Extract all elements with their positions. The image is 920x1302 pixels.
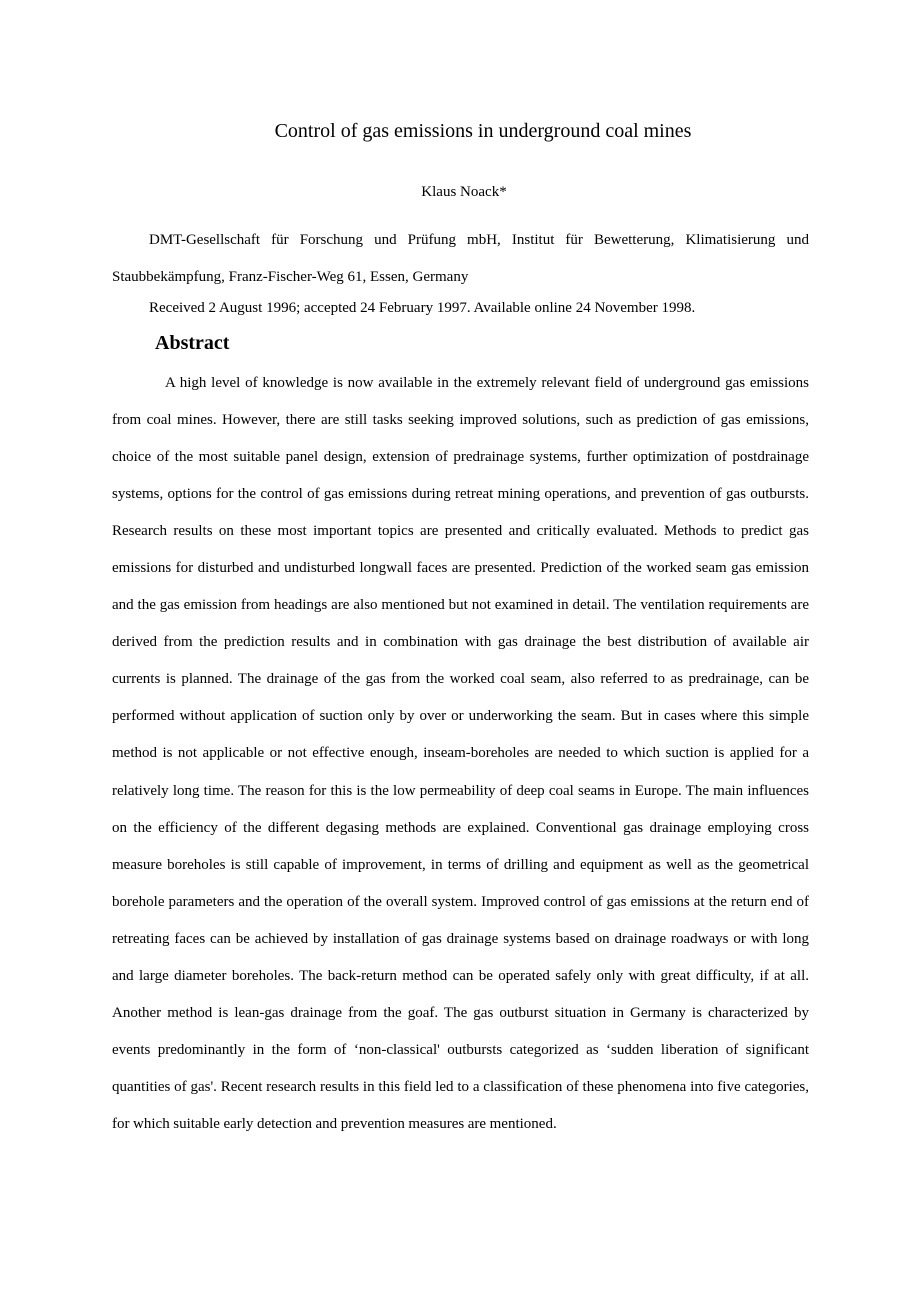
paper-author: Klaus Noack* [421,184,507,200]
author-affiliation: DMT-Gesellschaft für Forschung und Prüfung mbH, Institut für Bewetterung, Klimatisierung und Staubbekämpfung, Franz-Fischer-Weg 61, Essen, Germany [112,232,809,285]
paper-title: Control of gas emissions in underground coal mines [274,120,692,142]
abstract-body: A high level of knowledge is now available in the extremely relevant field of underground gas emissions from coal mines. However, there are still tasks seeking improved solutions, such as prediction of gas emissions, choice of the most suitable panel design, extension of predrainage systems, further optimization of postdrainage systems, options for the control of gas emissions during retreat mining operations, and prevention of gas outbursts. Research results on these most important topics are presented and critically evaluated. Methods to predict gas emissions for disturbed and undisturbed longwall faces are presented. Prediction of the worked seam gas emission and the gas emission from headings are also mentioned but not examined in detail. The ventilation requirements are derived from the prediction results and in combination with gas drainage the best distribution of available air currents is planned. The drainage of the gas from the worked coal seam, also referred to as predrainage, can be performed without application of suction only by over or underworking the seam. But in cases where this simple method is not applicable or not effective enough, inseam-boreholes are needed to which suction is applied for a relatively long time. The reason for this is the low permeability of deep coal seams in Europe. The main influences on the efficiency of the different degasing methods are explained. Conventional gas drainage employing cross measure boreholes is still capable of improvement, in terms of drilling and equipment as well as the geometrical borehole parameters and the operation of the overall system. Improved control of gas emissions at the return end of retreating faces can be achieved by installation of gas drainage systems based on drainage roadways or with long and large diameter boreholes. The back-return method can be operated safely only with great difficulty, if at all. Another method is lean-gas drainage from the goaf. The gas outburst situation in Germany is characterized by events predominantly in the form of ‘non-classical' outbursts categorized as ‘sudden liberation of significant quantities of gas'. Recent research results in this field led to a classification of these phenomena into five categories, for which suitable early detection and prevention measures are mentioned. [112,375,809,1132]
abstract-heading: Abstract [155,332,230,354]
received-dates: Received 2 August 1996; accepted 24 February 1997. Available online 24 November 1998. [149,300,696,316]
